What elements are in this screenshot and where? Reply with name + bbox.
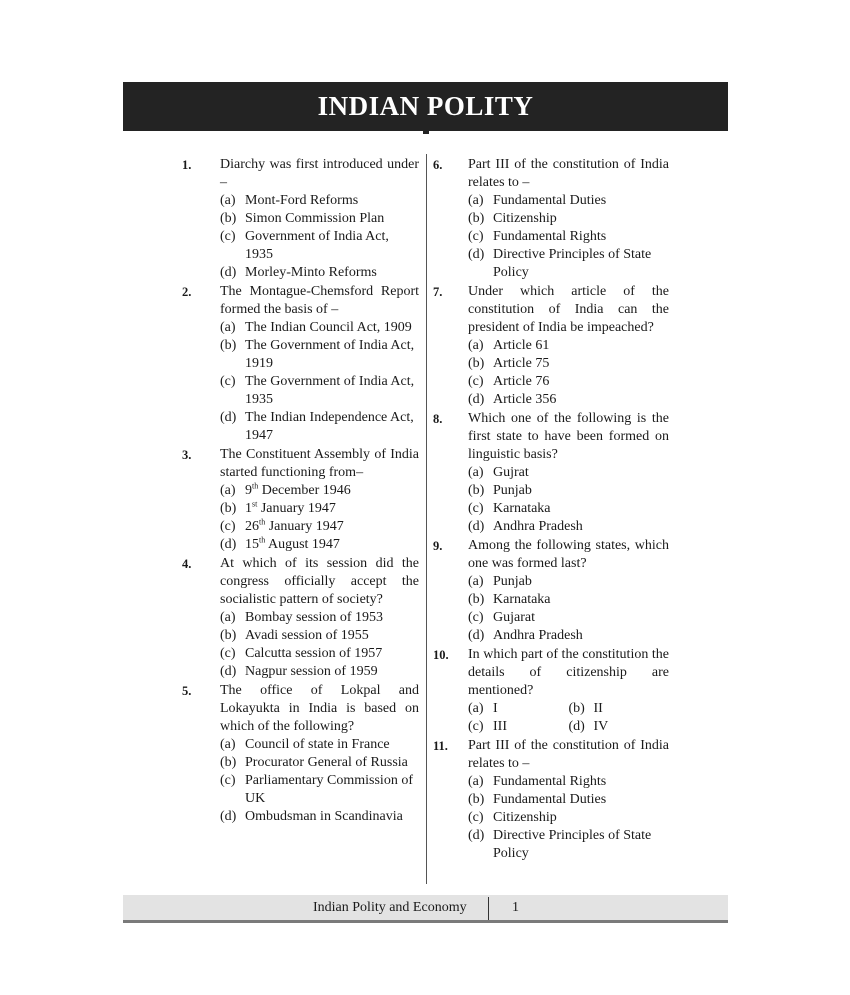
option-a (468, 192, 669, 210)
option-day: 15 (245, 537, 259, 552)
option-d (220, 409, 419, 445)
question-text: In which part of the constitution the details of citizenship are mentioned? (468, 647, 669, 698)
option-text: Bombay session of 1953 (245, 610, 384, 625)
option-c (220, 373, 419, 409)
option-b (468, 355, 669, 373)
option-text: Fundamental Rights (493, 774, 607, 789)
option-label: (c) (468, 229, 484, 244)
option-text: II (593, 701, 603, 716)
option-text: The Government of India Act, 1919 (245, 338, 415, 371)
option-text: Simon Commission Plan (245, 211, 385, 226)
question-2 (176, 283, 419, 445)
option-text: III (493, 719, 507, 734)
option-label: (d) (468, 247, 485, 262)
option-text: Article 356 (493, 392, 557, 407)
option-b (468, 210, 669, 228)
option-text: Fundamental Duties (493, 193, 607, 208)
option-d (569, 718, 670, 736)
ordinal-suffix: st (252, 499, 258, 509)
question-text: Which one of the following is the first state to have been formed on linguistic basis? (468, 411, 669, 462)
option-text: Article 76 (493, 374, 550, 389)
question-text: At which of its session did the congress officially accept the socialistic pattern of society? (220, 556, 419, 607)
option-a (468, 573, 669, 591)
option-b (220, 337, 419, 373)
option-d (468, 518, 669, 536)
option-label: (d) (220, 265, 237, 280)
option-label: (c) (468, 610, 484, 625)
option-label: (a) (468, 774, 484, 789)
question-number: 7. (433, 285, 443, 299)
option-text: Fundamental Duties (493, 792, 607, 807)
question-number: 5. (182, 684, 192, 698)
option-text: Parliamentary Commission of UK (245, 773, 413, 806)
option-label: (d) (220, 410, 237, 425)
option-text: The Indian Independence Act, 1947 (245, 410, 414, 443)
option-text: I (493, 701, 498, 716)
option-label: (c) (468, 719, 484, 734)
option-label: (c) (220, 773, 236, 788)
question-number: 8. (433, 412, 443, 426)
option-a (468, 464, 669, 482)
option-b (220, 500, 419, 518)
option-text: Article 75 (493, 356, 550, 371)
option-c (220, 228, 419, 264)
option-text: January 1947 (265, 519, 344, 534)
option-a (468, 337, 669, 355)
option-text: Andhra Pradesh (493, 628, 583, 643)
option-d (220, 663, 419, 681)
option-c (468, 809, 669, 827)
option-text: The Government of India Act, 1935 (245, 374, 415, 407)
option-text: Nagpur session of 1959 (245, 664, 378, 679)
question-text: Part III of the constitution of India relates to – (468, 738, 669, 771)
right-column (433, 156, 669, 864)
question-text: The Montague-Chemsford Report formed the basis of – (220, 284, 419, 317)
option-d (220, 536, 419, 554)
option-label: (a) (220, 193, 236, 208)
option-label: (c) (220, 229, 236, 244)
option-text: Government of India Act, 1935 (245, 229, 389, 262)
option-text: Avadi session of 1955 (245, 628, 369, 643)
option-b (220, 210, 419, 228)
option-a (468, 700, 569, 718)
question-number: 3. (182, 448, 192, 462)
option-text: Punjab (493, 574, 532, 589)
option-c (220, 772, 419, 808)
option-d (468, 246, 669, 282)
question-7 (433, 283, 669, 409)
option-label: (b) (220, 628, 237, 643)
option-a (220, 192, 419, 210)
option-d (468, 627, 669, 645)
option-d (468, 827, 669, 863)
option-c (468, 609, 669, 627)
option-text: Andhra Pradesh (493, 519, 583, 534)
option-text: Fundamental Rights (493, 229, 607, 244)
option-label: (c) (468, 501, 484, 516)
question-text: Diarchy was first introduced under – (220, 157, 419, 190)
option-b (220, 754, 419, 772)
question-text: Under which article of the constitution of India can the president of India be impeached? (468, 284, 669, 335)
question-10 (433, 646, 669, 736)
option-text: Morley-Minto Reforms (245, 265, 377, 280)
ordinal-suffix: th (259, 517, 266, 527)
question-9 (433, 537, 669, 645)
option-text: Citizenship (493, 810, 557, 825)
header-tick-mark (423, 129, 429, 134)
option-b (468, 791, 669, 809)
option-text: Gujarat (493, 610, 535, 625)
option-text: The Indian Council Act, 1909 (245, 320, 412, 335)
option-d (468, 391, 669, 409)
question-number: 9. (433, 539, 443, 553)
option-label: (b) (220, 755, 237, 770)
option-label: (d) (468, 392, 485, 407)
option-label: (c) (220, 374, 236, 389)
question-number: 1. (182, 158, 192, 172)
question-6 (433, 156, 669, 282)
question-text: Among the following states, which one was formed last? (468, 538, 669, 571)
page-number: 1 (512, 900, 519, 915)
option-row (468, 700, 669, 718)
option-c (468, 373, 669, 391)
column-divider (426, 154, 427, 884)
option-c (468, 718, 569, 736)
option-text: Mont-Ford Reforms (245, 193, 359, 208)
option-a (220, 482, 419, 500)
option-label: (d) (568, 719, 585, 734)
question-5 (176, 682, 419, 826)
option-label: (b) (468, 483, 485, 498)
option-label: (b) (220, 211, 237, 226)
option-label: (c) (220, 646, 236, 661)
option-c (468, 500, 669, 518)
option-a (220, 609, 419, 627)
option-day: 9 (245, 483, 252, 498)
option-text: Directive Principles of State Policy (493, 828, 652, 861)
option-text: Citizenship (493, 211, 557, 226)
option-a (220, 736, 419, 754)
question-text: Part III of the constitution of India relates to – (468, 157, 669, 190)
option-b (220, 627, 419, 645)
option-a (468, 773, 669, 791)
option-a (220, 319, 419, 337)
option-text: January 1947 (257, 501, 336, 516)
option-label: (b) (468, 592, 485, 607)
option-label: (c) (220, 519, 236, 534)
option-text: August 1947 (265, 537, 340, 552)
option-text: Calcutta session of 1957 (245, 646, 383, 661)
option-label: (b) (468, 211, 485, 226)
option-label: (a) (468, 193, 484, 208)
option-text: Procurator General of Russia (245, 755, 408, 770)
option-label: (d) (468, 628, 485, 643)
question-number: 4. (182, 557, 192, 571)
option-label: (a) (220, 483, 236, 498)
option-label: (a) (220, 610, 236, 625)
page-title: INDIAN POLITY (317, 91, 534, 121)
option-row (468, 718, 669, 736)
question-1 (176, 156, 419, 282)
option-label: (d) (220, 809, 237, 824)
option-label: (b) (568, 701, 585, 716)
option-day: 1 (245, 501, 252, 516)
option-label: (d) (468, 519, 485, 534)
option-text: IV (593, 719, 609, 734)
option-label: (d) (220, 537, 237, 552)
question-3 (176, 446, 419, 554)
question-4 (176, 555, 419, 681)
option-label: (a) (468, 465, 484, 480)
option-c (220, 645, 419, 663)
option-c (220, 518, 419, 536)
option-label: (b) (220, 501, 237, 516)
option-text: Karnataka (493, 501, 551, 516)
option-b (468, 591, 669, 609)
option-label: (b) (468, 792, 485, 807)
option-label: (b) (468, 356, 485, 371)
option-label: (a) (468, 574, 484, 589)
option-label: (b) (220, 338, 237, 353)
question-text: The office of Lokpal and Lokayukta in India is based on which of the following? (220, 683, 419, 734)
footer-separator (488, 897, 489, 920)
option-label: (a) (220, 737, 236, 752)
ordinal-suffix: th (252, 481, 259, 491)
ordinal-suffix: th (259, 535, 266, 545)
question-11 (433, 737, 669, 863)
question-number: 11. (433, 739, 448, 753)
option-d (220, 808, 419, 826)
option-text: Directive Principles of State Policy (493, 247, 652, 280)
option-b (569, 700, 670, 718)
question-8 (433, 410, 669, 536)
option-label: (d) (220, 664, 237, 679)
left-column (176, 156, 419, 827)
option-b (468, 482, 669, 500)
option-label: (a) (468, 701, 484, 716)
header-bar (123, 82, 728, 131)
option-text: Punjab (493, 483, 532, 498)
question-number: 2. (182, 285, 192, 299)
option-text: Council of state in France (245, 737, 390, 752)
question-number: 6. (433, 158, 443, 172)
option-label: (c) (468, 810, 484, 825)
question-number: 10. (433, 648, 449, 662)
option-text: Gujrat (493, 465, 529, 480)
option-text: December 1946 (258, 483, 351, 498)
option-c (468, 228, 669, 246)
footer-book-title: Indian Polity and Economy (313, 900, 467, 915)
option-label: (a) (468, 338, 484, 353)
option-label: (d) (468, 828, 485, 843)
option-text: Karnataka (493, 592, 551, 607)
option-day: 26 (245, 519, 259, 534)
question-text: The Constituent Assembly of India started functioning from– (220, 447, 419, 480)
option-text: Ombudsman in Scandinavia (245, 809, 403, 824)
option-label: (c) (468, 374, 484, 389)
option-d (220, 264, 419, 282)
option-text: Article 61 (493, 338, 550, 353)
option-label: (a) (220, 320, 236, 335)
